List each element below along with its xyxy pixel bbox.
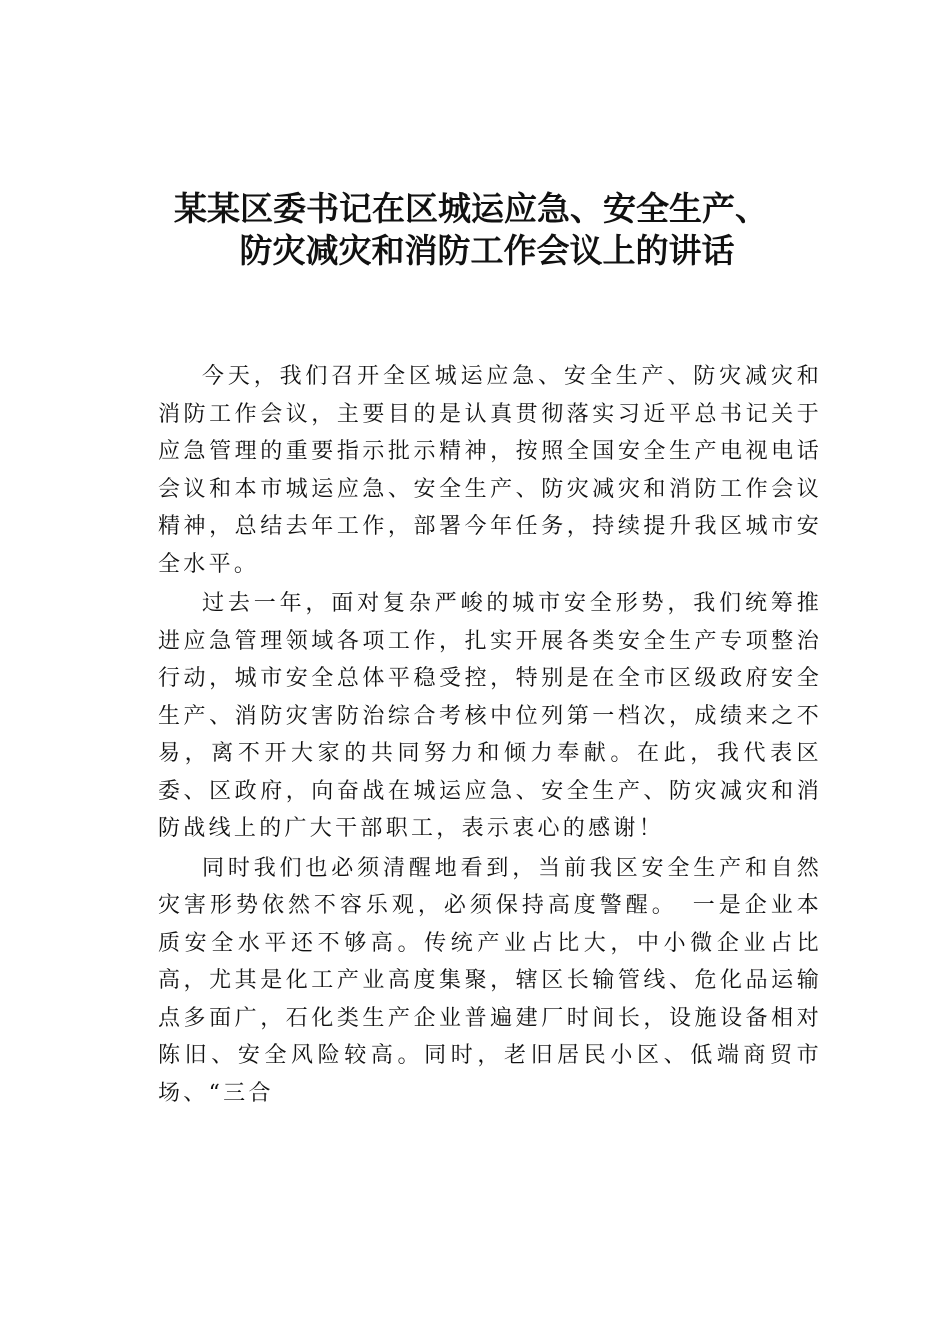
paragraph-opening: 今天，我们召开全区城运应急、安全生产、防灾减灾和消防工作会议，主要目的是认真贯彻落实习近平总书记关于应急管理的重要指示批示精神，按照全国安全生产电视电话会议和本市城运应急、安全生产、防灾减灾和消防工作会议精神，总结去年工作，部署今年任务，持续提升我区城市安全水平。 (158, 364, 822, 577)
document-title (0, 188, 950, 272)
paragraph-current-situation: 同时我们也必须清醒地看到，当前我区安全生产和自然灾害形势依然不容乐观，必须保持高度警醒。 一是企业本质安全水平还不够高。传统产业占比大，中小微企业占比高，尤其是化工产业高度集聚，辖区长输管线、危化品运输点多面广，石化类生产企业普遍建厂时间长，设施设备相对陈旧、安全风险较高。同时，老旧居民小区、低端商贸市场、“三合 (158, 855, 822, 1106)
document-title-line-1: 某某区委书记在区城运应急、安全生产、 (174, 189, 768, 228)
document-body (158, 358, 822, 1114)
paragraph-past-year-review: 过去一年，面对复杂严峻的城市安全形势，我们统筹推进应急管理领域各项工作，扎实开展各类安全生产专项整治行动，城市安全总体平稳受控，特别是在全市区级政府安全生产、消防灾害防治综合考核中位列第一档次，成绩来之不易，离不开大家的共同努力和倾力奉献。在此，我代表区委、区政府，向奋战在城运应急、安全生产、防灾减灾和消防战线上的广大干部职工，表示衷心的感谢！ (158, 591, 822, 841)
document-title-line-2: 防灾减灾和消防工作会议上的讲话 (239, 231, 735, 270)
